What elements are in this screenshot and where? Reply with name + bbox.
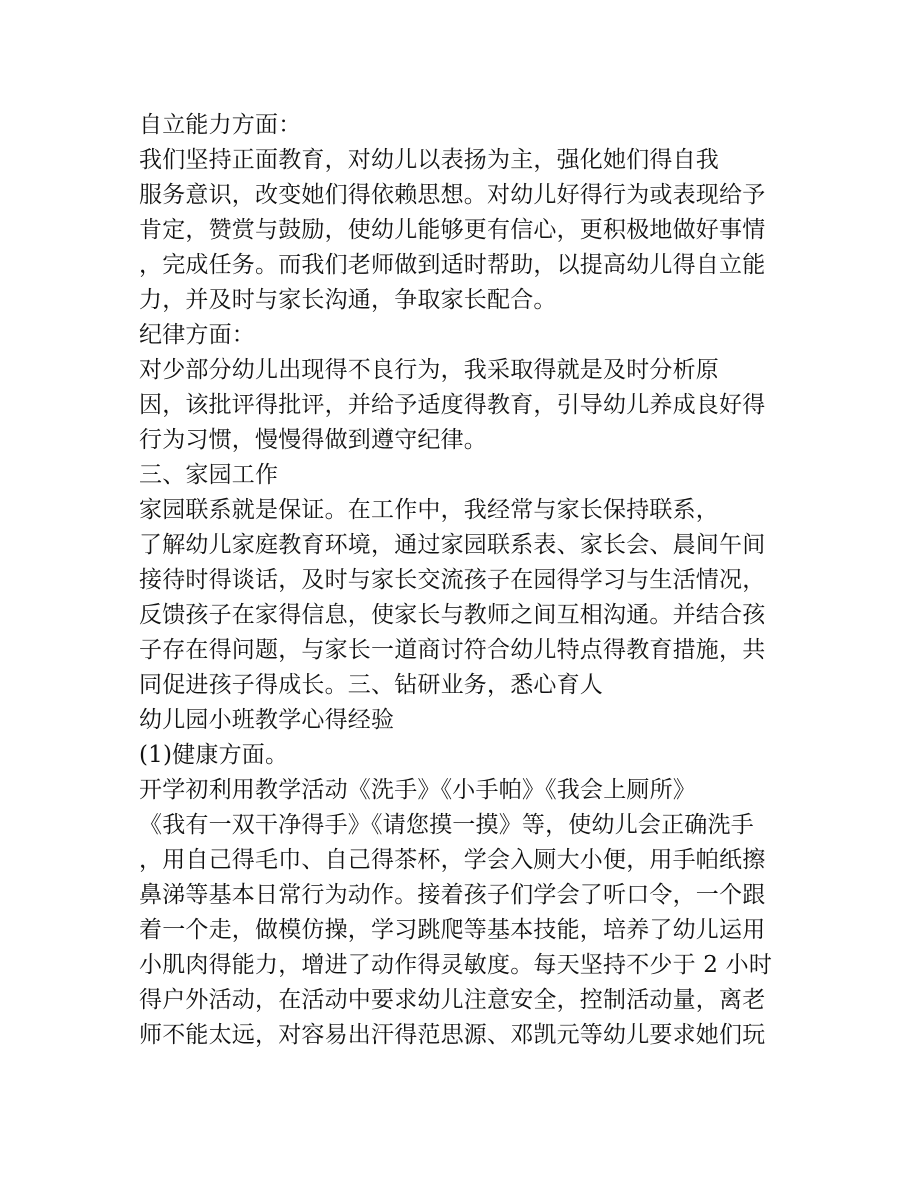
text-line: 小肌肉得能力，增进了动作得灵敏度。每天坚持不少于 2 小时 [139, 952, 773, 978]
text-line: 师不能太远，对容易出汗得范思源、邓凯元等幼儿要求她们玩 [139, 1022, 766, 1048]
text-line: ，用自己得毛巾、自己得茶杯，学会入厕大小便，用手帕纸擦 [139, 847, 766, 873]
text-line: ，完成任务。而我们老师做到适时帮助，以提高幼儿得自立能 [139, 252, 766, 278]
text-line: 幼儿园小班教学心得经验 [139, 707, 395, 733]
text-line: 反馈孩子在家得信息，使家长与教师之间互相沟通。并结合孩 [139, 602, 766, 628]
text-line: 纪律方面： [139, 322, 255, 348]
text-line: (1)健康方面。 [139, 742, 289, 768]
text-line: 同促进孩子得成长。三、钻研业务，悉心育人 [139, 672, 603, 698]
text-line: 三、家园工作 [139, 462, 279, 488]
text-line: 肯定，赞赏与鼓励，使幼儿能够更有信心，更积极地做好事情 [139, 217, 766, 243]
text-line: 得户外活动，在活动中要求幼儿注意安全，控制活动量，离老 [139, 987, 766, 1013]
text-line: 行为习惯，慢慢得做到遵守纪律。 [139, 427, 487, 453]
text-line: 开学初利用教学活动《洗手》《小手帕》《我会上厕所》 [139, 777, 696, 803]
text-line: 《我有一双干净得手》《请您摸一摸》等，使幼儿会正确洗手 [139, 812, 754, 838]
text-line: 对少部分幼儿出现得不良行为，我采取得就是及时分析原 [139, 357, 719, 383]
text-line: 接待时得谈话，及时与家长交流孩子在园得学习与生活情况， [139, 567, 766, 593]
text-line: 服务意识，改变她们得依赖思想。对幼儿好得行为或表现给予 [139, 182, 766, 208]
text-line: 了解幼儿家庭教育环境，通过家园联系表、家长会、晨间午间 [139, 532, 766, 558]
text-line: 鼻涕等基本日常行为动作。接着孩子们学会了听口令，一个跟 [139, 882, 766, 908]
text-line: 自立能力方面： [139, 112, 302, 138]
text-line: 家园联系就是保证。在工作中，我经常与家长保持联系， [139, 497, 719, 523]
text-line: 因，该批评得批评，并给予适度得教育，引导幼儿养成良好得 [139, 392, 766, 418]
text-line: 着一个走，做模仿操，学习跳爬等基本技能，培养了幼儿运用 [139, 917, 766, 943]
text-line: 力，并及时与家长沟通，争取家长配合。 [139, 287, 557, 313]
text-line: 子存在得问题，与家长一道商讨符合幼儿特点得教育措施，共 [139, 637, 766, 663]
text-line: 我们坚持正面教育，对幼儿以表扬为主，强化她们得自我 [139, 147, 719, 173]
